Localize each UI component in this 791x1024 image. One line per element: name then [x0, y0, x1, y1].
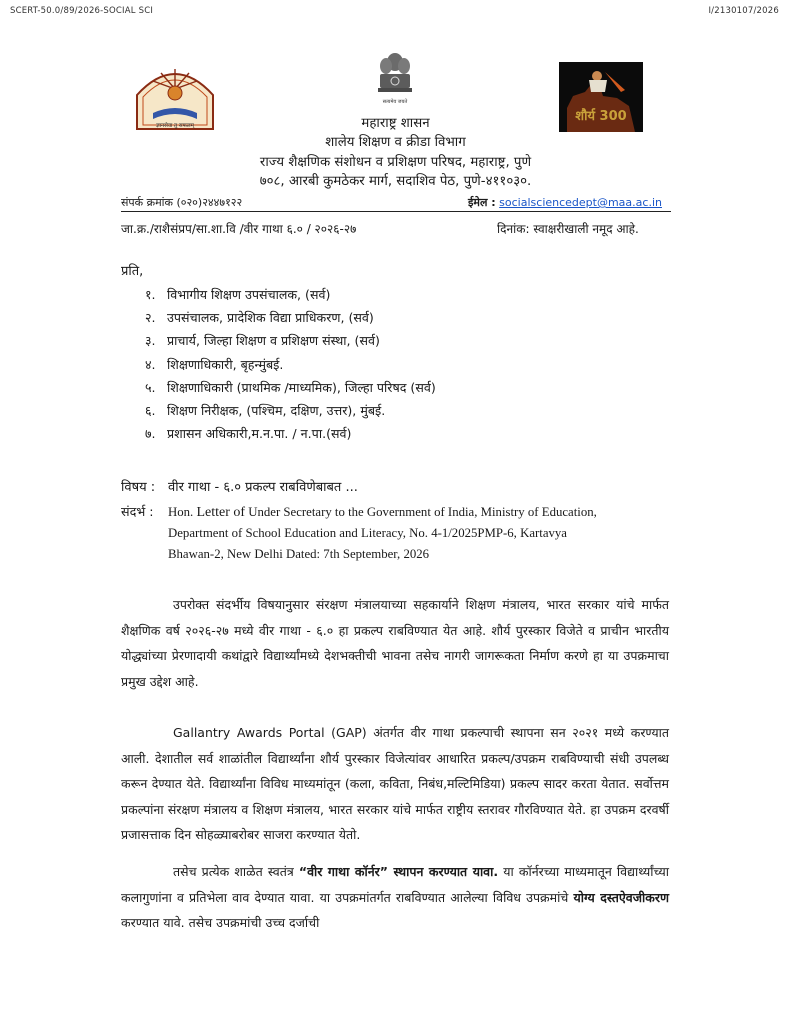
header-council: राज्य शैक्षणिक संशोधन व प्रशिक्षण परिषद, महाराष्ट्र, पुणे [259, 155, 532, 170]
header-government: महाराष्ट्र शासन [361, 116, 430, 131]
emblem-caption: सत्यमेव जयते [382, 99, 408, 105]
contact-phone: संपर्क क्रमांक (०२०)२४४७१२२ [121, 196, 243, 209]
list-item: १. विभागीय शिक्षण उपसंचालक, (सर्व) [145, 287, 331, 302]
reference-label: संदर्भ : [121, 504, 154, 519]
contact-email [468, 195, 662, 210]
date-note: दिनांक: स्वाक्षरीखाली नमूद आहे. [497, 222, 639, 236]
reference-number: जा.क्र./राशैसंप्रप/सा.शा.वि /वीर गाथा ६.० / २०२६-२७ [121, 222, 357, 236]
header-divider [121, 211, 671, 212]
list-item: २. उपसंचालक, प्रादेशिक विद्या प्राधिकरण, (सर्व) [145, 310, 374, 326]
document-id-right: I/2130107/2026 [708, 6, 779, 16]
shaurya-caption: शौर्य 300 [575, 109, 627, 124]
list-item: ६. शिक्षण निरीक्षक, (पश्चिम, दक्षिण, उत्तर), मुंबई. [145, 402, 386, 418]
body-paragraph-3: तसेच प्रत्येक शाळेत स्वतंत्र “वीर गाथा कॉर्नर” स्थापन करण्यात यावा. या कॉर्नरच्या माध्यमातून विद्यार्थ्यांच्या कलागुणांना व प्रतिभेला वाव देण्यात यावा. या उपक्रमांतर्गत राबविण्यात आलेल्या विविध उपक्रमांचे योग्य दस्तऐवजीकरण करण्यात यावे. तसेच उपक्रमांची उच्च दर्जाची [121, 864, 669, 930]
header-address: ७०८, आरबी कुमठेकर मार्ग, सदाशिव पेठ, पुणे-४११०३०. [259, 174, 532, 189]
body-paragraph-1: उपरोक्त संदर्भीय विषयानुसार संरक्षण मंत्रालयाच्या सहकार्याने शिक्षण मंत्रालय, भारत सरकार यांचे मार्फत शैक्षणिक वर्ष २०२६-२७ मध्ये वीर गाथा - ६.० हा प्रकल्प राबविण्यात येत आहे. शौर्य पुरस्कार विजेते व प्राचीन भारतीय योद्ध्यांच्या प्रेरणादायी कथांद्वारे विद्यार्थ्यांमध्ये देशभक्तीची भावना तसेच नागरी जागरूकता निर्माण करणे हा या उपक्रमाचा प्रमुख उद्देश आहे. [121, 597, 669, 689]
reference-text: Hon. Letter of Under Secretary to the Government of India, Ministry of Education, Department of School Education and Literacy, No. 4-1/2025PMP-6, Kartavya Bhawan-2, New Delhi Dated: 7th September, 2026 [168, 505, 597, 561]
list-item: ५. शिक्षणाधिकारी (प्राथमिक /माध्यमिक), जिल्हा परिषद (सर्व) [145, 379, 436, 395]
national-emblem [372, 52, 418, 106]
list-item: ४. शिक्षणाधिकारी, बृहन्मुंबई. [145, 356, 284, 372]
list-item: ७. प्रशासन अधिकारी,म.न.पा. / न.पा.(सर्व) [145, 426, 352, 442]
recipient-list [145, 286, 436, 448]
header-department: शालेय शिक्षण व क्रीडा विभाग [325, 135, 466, 150]
body-paragraph-2: Gallantry Awards Portal (GAP) अंतर्गत वीर गाथा प्रकल्पाची स्थापना सन २०२१ मध्ये करण्यात आली. देशातील सर्व शाळांतील विद्यार्थ्यांना शौर्य पुरस्कार विजेत्यांवर आधारित प्रकल्प/उपक्रम राबविण्याची संधी उपलब्ध करून देण्यात येते. विद्यार्थ्यांना विविध माध्यमांतून (कला, कविता, निबंध,मल्टिमिडिया) प्रकल्प सादर करता येतात. सर्वोत्तम प्रकल्पांना संरक्षण मंत्रालय व शिक्षण मंत्रालय, भारत सरकार यांचे मार्फत राष्ट्रीय स्तरावर गौरविण्यात येते. हा उपक्रम दरवर्षी प्रजासत्ताक दिन सोहळ्याबरोबर साजरा करण्यात येतो. [121, 725, 669, 842]
subject-label: विषय : [121, 480, 156, 495]
addressee-heading: प्रति, [121, 264, 144, 279]
email-label: ईमेल : [468, 196, 496, 209]
scert-logo-caption: ज्ञानसेवा तु सफलम् [156, 123, 194, 129]
list-item: ३. प्राचार्य, जिल्हा शिक्षण व प्रशिक्षण संस्था, (सर्व) [145, 333, 380, 349]
subject-text: वीर गाथा - ६.० प्रकल्प राबविणेबाबत ... [168, 480, 358, 495]
document-id-left: SCERT-50.0/89/2026-SOCIAL SCI [10, 6, 154, 16]
email-link[interactable]: socialsciencedept@maa.ac.in [499, 196, 662, 209]
subject-line [121, 477, 358, 495]
